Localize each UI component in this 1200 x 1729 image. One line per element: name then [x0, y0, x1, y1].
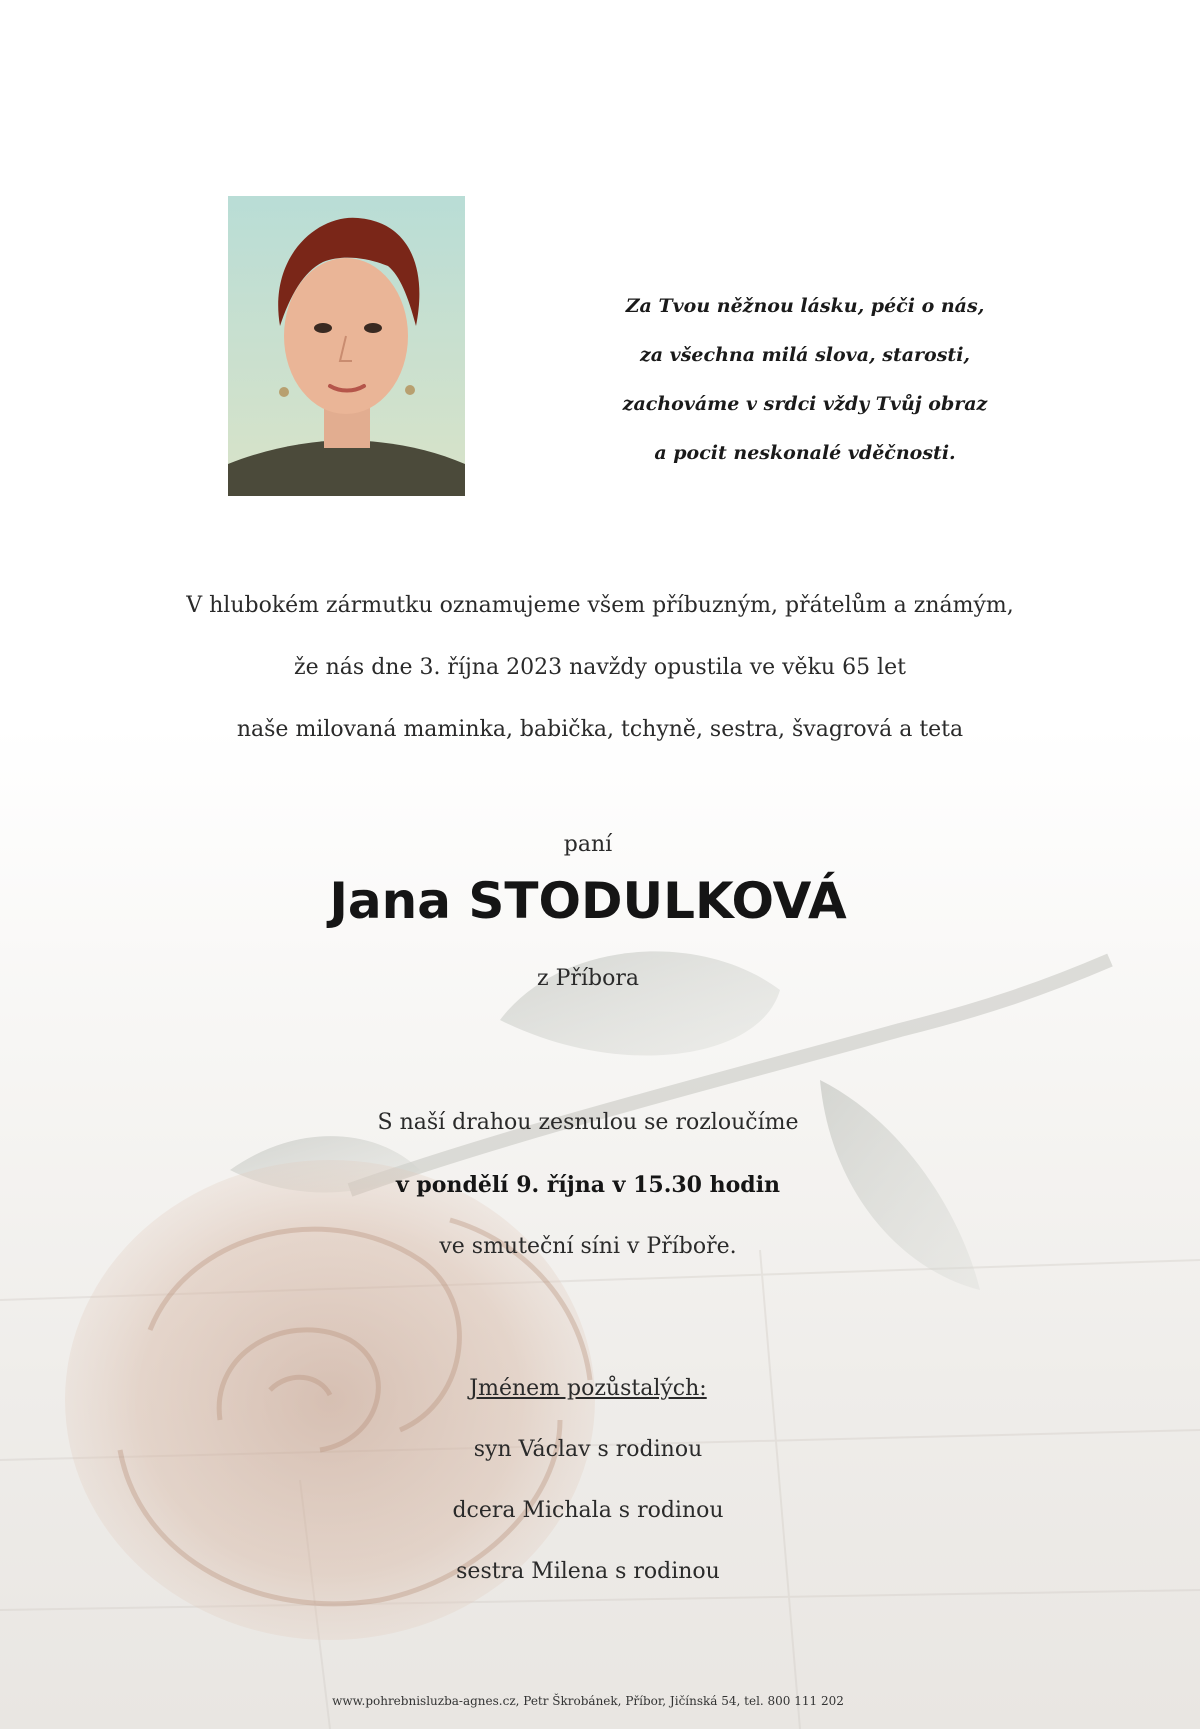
announcement-line: V hlubokém zármutku oznamujeme všem příbuzným, přátelům a známým, — [186, 593, 1014, 618]
mourner-item: dcera Michala s rodinou — [452, 1498, 724, 1523]
mourner-item: syn Václav s rodinou — [473, 1437, 703, 1462]
farewell-intro: S naší drahou zesnulou se rozloučíme — [377, 1110, 799, 1135]
deceased-origin: z Příbora — [537, 966, 639, 991]
honorific: paní — [563, 832, 613, 857]
portrait-photo — [228, 196, 465, 496]
verse-line: za všechna milá slova, starosti, — [639, 344, 971, 366]
verse-line: Za Tvou něžnou lásku, péči o nás, — [625, 295, 985, 317]
announcement-line: že nás dne 3. října 2023 navždy opustila ve věku 65 let — [294, 655, 906, 680]
deceased-name: Jana STODULKOVÁ — [329, 872, 847, 930]
farewell-location: ve smuteční síni v Příboře. — [439, 1234, 737, 1259]
mourner-item: sestra Milena s rodinou — [456, 1559, 720, 1584]
mourners-section — [0, 1358, 1176, 1602]
mourners-heading: Jménem pozůstalých: — [469, 1376, 707, 1401]
verse-line: zachováme v srdci vždy Tvůj obraz — [622, 393, 988, 415]
verse-line: a pocit neskonalé vděčnosti. — [654, 442, 956, 464]
announcement-line: naše milovaná maminka, babička, tchyně, sestra, švagrová a teta — [236, 717, 964, 742]
farewell-info — [0, 1092, 1176, 1278]
farewell-date-time: v pondělí 9. října v 15.30 hodin — [395, 1172, 781, 1198]
death-announcement — [100, 575, 1100, 761]
memorial-verse — [575, 282, 1035, 478]
funeral-service-footer: www.pohrebnisluzba-agnes.cz, Petr Škrobánek, Příbor, Jičínská 54, tel. 800 111 202 — [332, 1694, 844, 1708]
